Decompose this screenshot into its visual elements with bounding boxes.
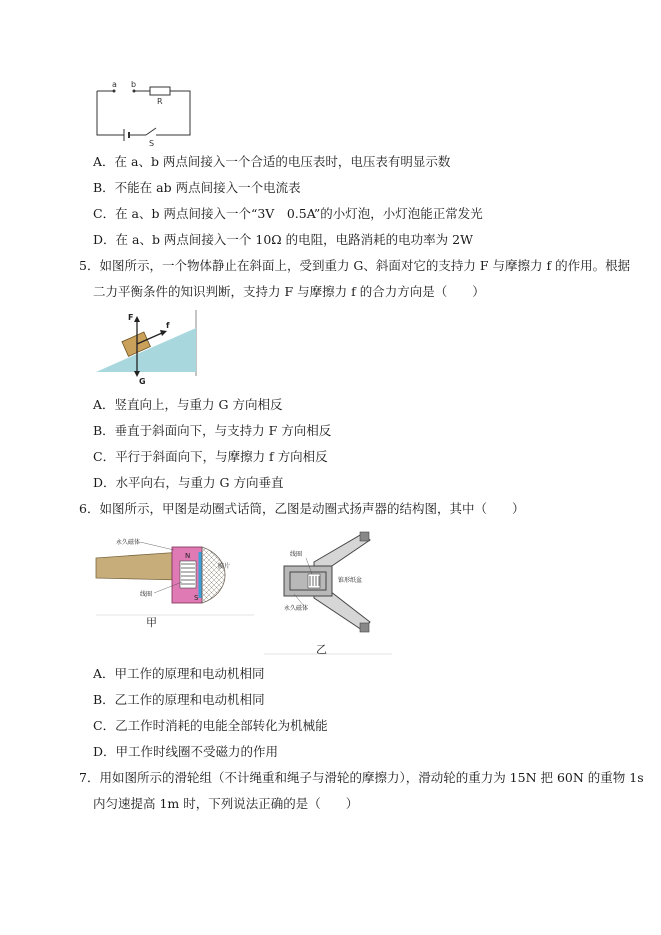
terminal-b: [133, 90, 136, 93]
label-f-support: F: [128, 313, 134, 322]
label-coil-jia: 线圈: [140, 591, 153, 598]
q5-option-b: B．垂直于斜面向下，与支持力 F 方向相反: [93, 423, 332, 438]
label-magnet-yi: 永久磁体: [284, 605, 309, 612]
label-membrane: 膜片: [218, 563, 231, 570]
label-coil-yi: 线圈: [290, 551, 303, 558]
circuit-diagram: [94, 80, 194, 148]
label-n: N: [185, 552, 191, 560]
label-cone: 锥形纸盆: [338, 577, 363, 584]
label-f-friction: f: [166, 321, 170, 330]
q7-stem-line2: 内匀速提高 1m 时，下列说法正确的是（ ）: [93, 796, 359, 811]
mesh-cover: [202, 547, 225, 603]
label-s-pole: S: [194, 594, 199, 602]
q7-stem-line1: 7．用如图所示的滑轮组（不计绳重和绳子与滑轮的摩擦力），滑动轮的重力为 15N 把 60N 的重物 1s: [79, 770, 644, 785]
q4-option-d: D．在 a、b 两点间接入一个 10Ω 的电阻，电路消耗的电功率为 2W: [93, 232, 473, 247]
label-magnet-jia: 永久磁体: [116, 539, 141, 546]
q6-stem: 6．如图所示，甲图是动圈式话筒，乙图是动圈式扬声器的结构图，其中（ ）: [79, 501, 525, 516]
q4-option-a: A．在 a、b 两点间接入一个合适的电压表时，电压表有明显示数: [93, 154, 451, 169]
incline-surface: [96, 328, 196, 372]
incline-figure: [94, 310, 198, 386]
q6-option-d: D．甲工作时线圈不受磁力的作用: [93, 744, 279, 759]
q5-option-d: D．水平向右，与重力 G 方向垂直: [93, 475, 284, 490]
q4-option-b: B．不能在 ab 两点间接入一个电流表: [93, 180, 301, 195]
q5-stem-line1: 5．如图所示，一个物体静止在斜面上，受到重力 G、斜面对它的支持力 F 与摩擦力 f 的作用。根据: [79, 258, 631, 273]
label-a: a: [112, 80, 117, 89]
q6-option-b: B．乙工作的原理和电动机相同: [93, 692, 265, 707]
resistor-r: [150, 87, 170, 95]
label-s: S: [149, 139, 155, 148]
microphone-handle: [96, 552, 182, 580]
q5-option-a: A．竖直向上，与重力 G 方向相反: [93, 397, 283, 412]
q5-option-c: C．平行于斜面向下，与摩擦力 f 方向相反: [93, 449, 328, 464]
speaker-yi: [284, 532, 370, 656]
caption-yi: 乙: [316, 643, 327, 656]
label-g: G: [139, 377, 146, 386]
label-r: R: [157, 97, 163, 106]
label-b: b: [131, 80, 137, 89]
microphone-speaker-figure: [94, 530, 394, 658]
q5-stem-line2: 二力平衡条件的知识判断，支持力 F 与摩擦力 f 的合力方向是（ ）: [93, 284, 485, 299]
terminal-a: [113, 90, 116, 93]
q4-option-c: C．在 a、b 两点间接入一个“3V 0.5A”的小灯泡，小灯泡能正常发光: [93, 206, 483, 221]
q6-option-c: C．乙工作时消耗的电能全部转化为机械能: [93, 718, 328, 733]
caption-jia: 甲: [146, 616, 157, 629]
q6-option-a: A．甲工作的原理和电动机相同: [93, 666, 265, 681]
microphone-jia: [96, 538, 230, 629]
